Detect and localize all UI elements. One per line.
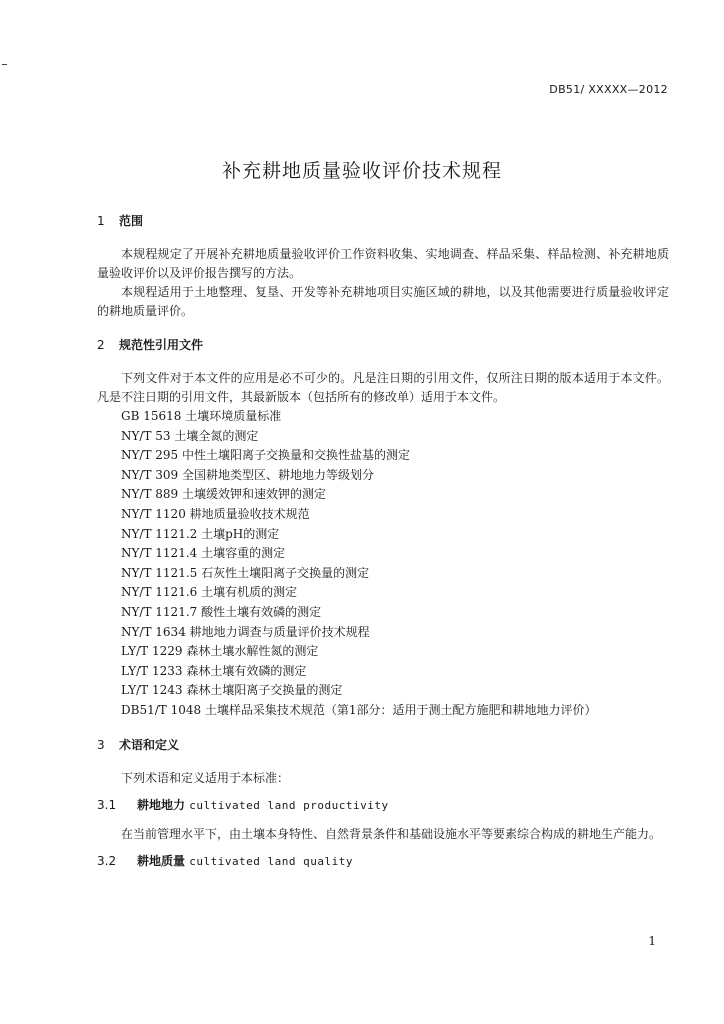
reference-item: NY/T 1121.4 土壤容重的测定: [121, 546, 286, 561]
page-number: 1: [648, 934, 656, 948]
scope-paragraph: 本规程规定了开展补充耕地质量验收评价工作资料收集、实地调查、样品采集、样品检测、补充耕地质量验收评价以及评价报告撰写的方法。: [97, 247, 669, 280]
term-definition: 在当前管理水平下，由土壤本身特性、自然背景条件和基础设施水平等要素综合构成的耕地生产能力。: [121, 826, 662, 841]
reference-list: [97, 407, 669, 721]
references-intro: 下列文件对于本文件的应用是必不可少的。凡是注日期的引用文件，仅所注日期的版本适用于本文件。凡是不注日期的引用文件，其最新版本（包括所有的修改单）适用于本文件。: [97, 371, 669, 404]
section-title: 术语和定义: [119, 737, 180, 752]
margin-mark: [2, 64, 7, 65]
reference-item: DB51/T 1048 土壤样品采集技术规范（第1部分：适用于测土配方施肥和耕地地力评价）: [121, 702, 597, 717]
reference-item: NY/T 1121.6 土壤有机质的测定: [121, 585, 298, 600]
reference-item: NY/T 53 土壤全氮的测定: [121, 428, 259, 443]
reference-item: NY/T 295 中性土壤阳离子交换量和交换性盐基的测定: [121, 448, 411, 463]
section-title: 范围: [119, 214, 144, 228]
section-heading-terms: [97, 736, 669, 755]
reference-item: NY/T 1120 耕地质量验收技术规范: [121, 506, 310, 521]
section-number: 2: [97, 338, 105, 352]
term-number: 3.1: [97, 797, 117, 812]
reference-item: LY/T 1229 森林土壤水解性氮的测定: [121, 644, 319, 659]
document-code: DB51/ XXXXX—2012: [549, 83, 668, 96]
reference-item: GB 15618 土壤环境质量标准: [121, 409, 282, 423]
term-name-cn: 耕地质量: [137, 853, 186, 868]
reference-item: NY/T 309 全国耕地类型区、耕地地力等级划分: [121, 467, 375, 482]
terms-intro: 下列术语和定义适用于本标准：: [121, 770, 290, 785]
reference-item: LY/T 1243 森林土壤阳离子交换量的测定: [121, 683, 343, 698]
reference-item: LY/T 1233 森林土壤有效磷的测定: [121, 663, 307, 678]
section-title: 规范性引用文件: [119, 338, 204, 352]
reference-item: NY/T 889 土壤缓效钾和速效钾的测定: [121, 487, 327, 502]
term-name-cn: 耕地地力: [137, 797, 186, 812]
scope-paragraph: 本规程适用于土地整理、复垦、开发等补充耕地项目实施区域的耕地，以及其他需要进行质量验收评定的耕地质量评价。: [97, 285, 669, 318]
reference-item: NY/T 1121.2 土壤pH的测定: [121, 526, 280, 541]
section-heading-scope: [97, 212, 669, 231]
term-number: 3.2: [97, 853, 117, 868]
term-heading: [97, 852, 669, 871]
term-name-en: cultivated land quality: [189, 854, 354, 868]
reference-item: NY/T 1634 耕地地力调查与质量评价技术规程: [121, 624, 370, 639]
reference-item: NY/T 1121.7 酸性土壤有效磷的测定: [121, 604, 322, 619]
term-name-en: cultivated land productivity: [189, 798, 389, 812]
section-number: 1: [97, 214, 105, 228]
document-body: [97, 212, 669, 871]
section-number: 3: [97, 737, 105, 752]
section-heading-references: [97, 336, 669, 355]
reference-item: NY/T 1121.5 石灰性土壤阳离子交换量的测定: [121, 565, 370, 580]
document-title: 补充耕地质量验收评价技术规程: [221, 160, 502, 182]
term-heading: [97, 796, 669, 815]
